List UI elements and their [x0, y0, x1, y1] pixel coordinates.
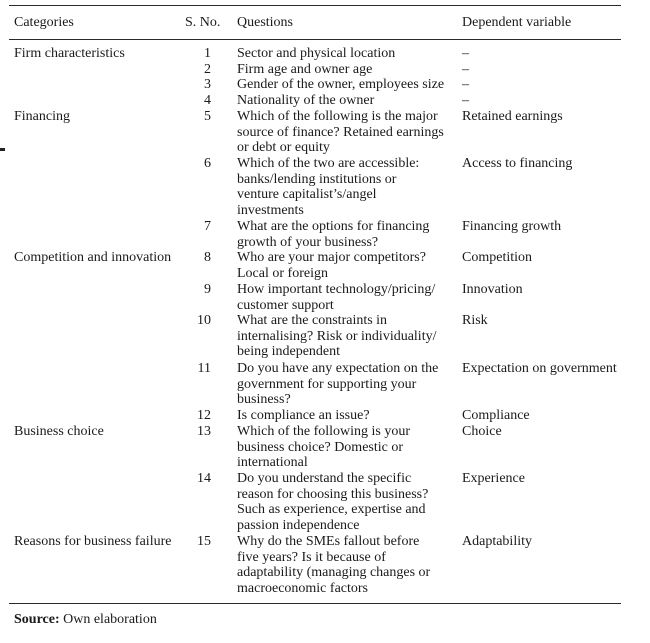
row-dependent-variable: –: [462, 46, 469, 61]
row-dependent-variable: Financing growth: [462, 219, 562, 234]
row-serial-number: 8: [204, 250, 211, 265]
row-dependent-variable: –: [462, 93, 469, 108]
row-dependent-variable: Experience: [462, 471, 525, 486]
row-dependent-variable: Access to financing: [462, 156, 573, 171]
row-serial-number: 3: [204, 77, 211, 92]
row-dependent-variable: Compliance: [462, 408, 530, 423]
table-top-rule: [9, 5, 621, 6]
header-dependent-variable: Dependent variable: [462, 15, 572, 30]
row-dependent-variable: Innovation: [462, 282, 523, 297]
row-question: Gender of the owner, employees size: [237, 77, 445, 92]
row-question: What are the constraints in internalising? Risk or individuality/ being independent: [237, 313, 437, 360]
row-dependent-variable: Risk: [462, 313, 488, 328]
row-dependent-variable: Retained earnings: [462, 109, 563, 124]
row-serial-number: 4: [204, 93, 211, 108]
source-label: Source:: [14, 612, 60, 627]
header-serial-number: S. No.: [185, 15, 221, 30]
row-question: What are the options for financing growth of your business?: [237, 219, 430, 250]
row-serial-number: 10: [197, 313, 211, 328]
row-serial-number: 11: [197, 361, 211, 376]
row-question: Do you understand the specific reason for choosing this business? Such as experience, expertise and passion independence: [237, 471, 429, 534]
row-category: Reasons for business failure: [14, 534, 172, 549]
row-serial-number: 14: [197, 471, 211, 486]
row-question: Who are your major competitors? Local or foreign: [237, 250, 426, 281]
row-serial-number: 9: [204, 282, 211, 297]
margin-mark: [0, 148, 5, 151]
table-bottom-rule: [9, 603, 621, 604]
row-serial-number: 2: [204, 62, 211, 77]
row-question: Which of the following is your business choice? Domestic or international: [237, 424, 411, 471]
row-serial-number: 15: [197, 534, 211, 549]
row-category: Firm characteristics: [14, 46, 125, 61]
row-question: Sector and physical location: [237, 46, 396, 61]
header-questions: Questions: [237, 15, 293, 30]
row-question: Is compliance an issue?: [237, 408, 370, 423]
row-question: Firm age and owner age: [237, 62, 373, 77]
row-serial-number: 1: [204, 46, 211, 61]
header-categories: Categories: [14, 15, 74, 30]
row-serial-number: 13: [197, 424, 211, 439]
row-category: Competition and innovation: [14, 250, 172, 265]
row-category: Financing: [14, 109, 70, 124]
row-question: Which of the following is the major source of finance? Retained earnings or debt or equity: [237, 109, 444, 156]
source-note: [14, 612, 157, 627]
row-serial-number: 5: [204, 109, 211, 124]
row-dependent-variable: Competition: [462, 250, 532, 265]
row-serial-number: 7: [204, 219, 211, 234]
row-serial-number: 12: [197, 408, 211, 423]
row-question: How important technology/pricing/ customer support: [237, 282, 436, 313]
header-rule: [9, 39, 621, 40]
row-question: Do you have any expectation on the government for supporting your business?: [237, 361, 439, 408]
row-question: Nationality of the owner: [237, 93, 375, 108]
source-text: Own elaboration: [63, 612, 157, 627]
row-question: Which of the two are accessible: banks/lending institutions or venture capitalist’s/angel investments: [237, 156, 420, 219]
row-question: Why do the SMEs fallout before five years? Is it because of adaptability (managing changes or macroeconomic factors: [237, 534, 431, 597]
row-dependent-variable: Choice: [462, 424, 502, 439]
row-dependent-variable: –: [462, 62, 469, 77]
row-dependent-variable: Adaptability: [462, 534, 532, 549]
row-dependent-variable: –: [462, 77, 469, 92]
row-dependent-variable: Expectation on government: [462, 361, 617, 376]
row-category: Business choice: [14, 424, 104, 439]
row-serial-number: 6: [204, 156, 211, 171]
